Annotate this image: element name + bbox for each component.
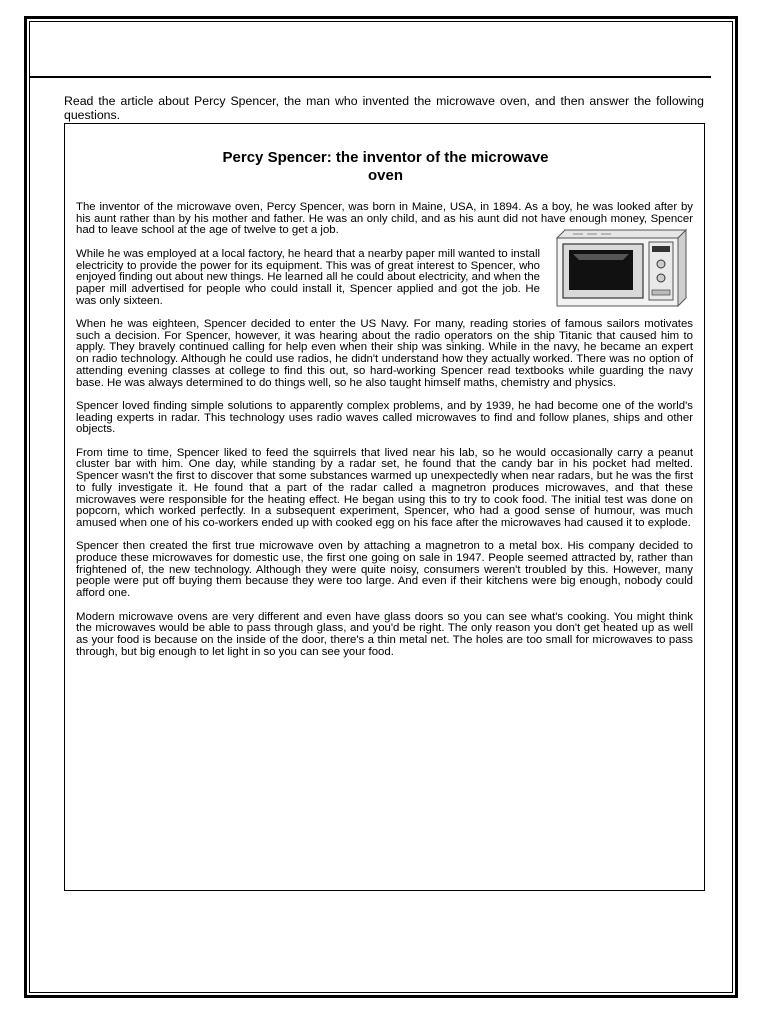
article-paragraph: Modern microwave ovens are very different and even have glass doors so you can see what's cooking. You might think the microwaves would be able to pass through glass, and you'd be right. The only reason you don't get heated up as well as your food is because on the inside of the door, there's a thin metal net. The holes are too small for microwaves to pass through, but big enough to let light in so you can see your food. (76, 610, 693, 658)
header-divider (29, 76, 711, 78)
article-title-line2: oven (367, 167, 403, 184)
article-paragraph: From time to time, Spencer liked to feed the squirrels that lived near his lab, so he would occasionally carry a peanut cluster bar with him. One day, while standing by a radar set, he found that the candy bar in his pocket had melted. Spencer wasn't the first to discover that some substances warmed up unexpectedly when near radars, but he was the first to fully investigate it. He found that a part of the radar called a magnetron produces microwaves, and that these microwaves were responsible for the heating effect. He began using this to try to cook food. The initial test was done on popcorn, which worked perfectly. In a subsequent experiment, Spencer, who had a good sense of humour, was much amused when one of his co-workers ended up with cooked egg on his face after the microwaves had caused it to explode. (76, 446, 693, 529)
article-title-line1: Percy Spencer: the inventor of the microwave (222, 149, 549, 166)
article-paragraph: The inventor of the microwave oven, Percy Spencer, was born in Maine, USA, in 1894. As a boy, he was looked after by his aunt rather than by his mother and father. He was an only child, and as his aunt did not have enough money, Spencer had to leave school at the age of twelve to get a job. (76, 201, 693, 237)
article-paragraph: While he was employed at a local factory, he heard that a nearby paper mill wanted to install electricity to provide the power for its equipment. This was of great interest to Spencer, who enjoyed finding out about new things. He learned all he could about electricity, and when the paper mill advertised for people who could install it, Spencer applied and got the job. He was only sixteen. (76, 247, 540, 307)
article-paragraph: When he was eighteen, Spencer decided to enter the US Navy. For many, reading stories of famous sailors motivates such a decision. For Spencer, however, it was hearing about the radio operators on the ship Titanic that caused him to apply. They bravely continued calling for help even when their ship was sinking. While in the navy, he became an expert on radio technology. Although he could use radios, he didn't understand how they actually worked. There was no option of attending evening classes at college to find this out, so hard-working Spencer read textbooks while guarding the navy base. He was always determined to do things well, so he also taught himself maths, chemistry and physics. (76, 318, 693, 389)
article-body (76, 202, 693, 670)
article-title (65, 149, 706, 185)
article-paragraph: Spencer then created the first true microwave oven by attaching a magnetron to a metal box. His company decided to produce these microwaves for domestic use, the first one going on sale in 1947. People seemed attracted by, rather than frightened of, the new technology. Although they were quite noisy, consumers weren't troubled by this. However, many people were put off buying them because they were too large. And even if their kitchens were big enough, nobody could afford one. (76, 540, 693, 600)
article-paragraph: Spencer loved finding simple solutions to apparently complex problems, and by 1939, he had become one of the world's leading experts in radar. This technology uses radio waves called microwaves to find and follow planes, ships and other objects. (76, 399, 693, 436)
instructions-text: Read the article about Percy Spencer, the man who invented the microwave oven, and then answer the following questions. (64, 94, 704, 122)
article-box (64, 123, 705, 891)
